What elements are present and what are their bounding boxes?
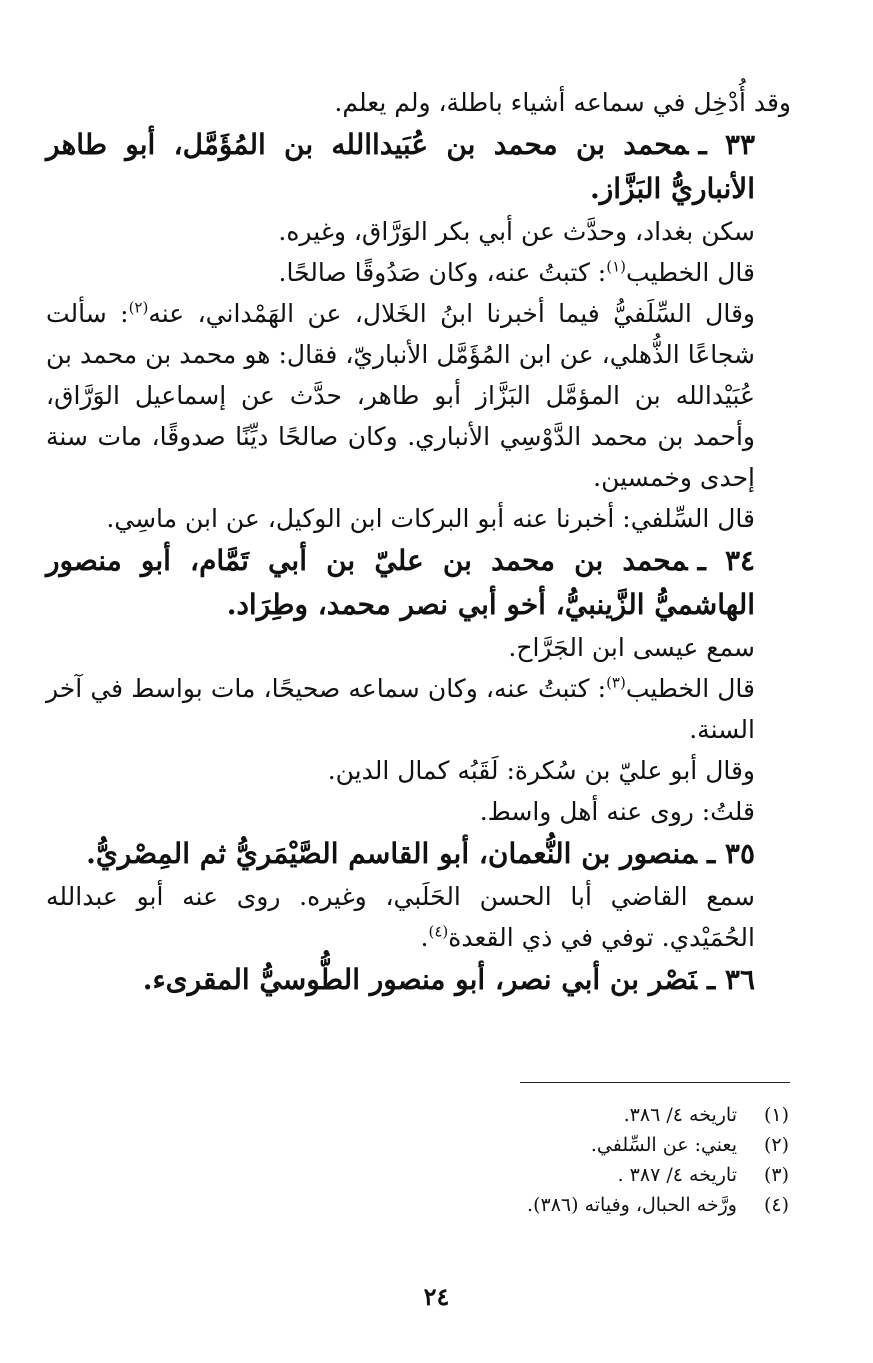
- footnote-item: [46, 1190, 789, 1220]
- entry-number: ٣٦ ـ: [706, 963, 755, 996]
- footnote-item: [46, 1130, 789, 1160]
- text-run: قال الخطيب: [626, 258, 755, 287]
- entry-number: ٣٥ ـ: [706, 837, 755, 870]
- entry-heading-text: محمد بن محمد بن عُبَيداالله بن المُؤَمَّل، أبو طاهر الأنباريُّ البَزَّاز.: [46, 128, 755, 205]
- footnote-item: [46, 1160, 789, 1190]
- entry-heading-34: [46, 539, 791, 627]
- footnote-divider: [520, 1082, 790, 1083]
- footnote-number: (١): [763, 1104, 789, 1126]
- entry-heading-text: نَصْر بن أبي نصر، أبو منصور الطُّوسيُّ المقرىء.: [142, 963, 697, 996]
- paragraph: [46, 876, 791, 958]
- text-run: : كتبتُ عنه، وكان سماعه صحيحًا، مات بواسط في آخر السنة.: [46, 674, 755, 744]
- footnote-ref: (٤): [428, 922, 449, 941]
- paragraph: [46, 668, 791, 750]
- footnote-ref: (٢): [128, 298, 149, 317]
- paragraph-intro: وقد أُدْخِل في سماعه أشياء باطلة، ولم يعلم.: [334, 88, 791, 117]
- page-number: ٢٤: [423, 1282, 450, 1311]
- page-body: [46, 82, 791, 1002]
- entry-heading-33: [46, 123, 791, 211]
- entry-number: ٣٣ ـ: [698, 128, 755, 161]
- text-run: وقال السِّلَفيُّ فيما أخبرنا ابنُ الخَلال، عن الهَمْداني، عنه: [148, 299, 755, 328]
- entry-heading-35: [46, 832, 791, 876]
- footnote-text: يعني: عن السِّلفي.: [590, 1134, 737, 1156]
- footnote-ref: (١): [606, 257, 627, 276]
- paragraph: وقال أبو عليّ بن سُكرة: لَقَبُه كمال الدين.: [327, 756, 755, 785]
- entry-heading-36: [46, 958, 791, 1002]
- footnote-item: [46, 1100, 789, 1130]
- text-run: سمع القاضي أبا الحسن الحَلَبي، وغيره. روى عنه أبو عبدالله الحُمَيْدي. توفي في ذي القعدة: [46, 882, 755, 952]
- paragraph: قال السِّلفي: أخبرنا عنه أبو البركات ابن الوكيل، عن ابن ماسِي.: [106, 504, 755, 533]
- footnote-number: (٤): [763, 1194, 789, 1216]
- text-run: .: [420, 923, 429, 952]
- footnotes: [46, 1100, 789, 1220]
- paragraph: سكن بغداد، وحدَّث عن أبي بكر الوَرَّاق، وغيره.: [278, 217, 755, 246]
- paragraph: [46, 293, 791, 498]
- footnote-ref: (٣): [606, 673, 626, 692]
- footnote-text: تاريخه ٤/ ٣٨٧ .: [617, 1164, 737, 1186]
- paragraph: سمع عيسى ابن الجَرَّاح.: [508, 633, 755, 662]
- text-run: قال الخطيب: [625, 674, 755, 703]
- paragraph: [46, 252, 791, 293]
- footnote-number: (٣): [763, 1164, 789, 1186]
- entry-number: ٣٤ ـ: [697, 544, 756, 577]
- entry-heading-text: محمد بن محمد بن عليّ بن أبي تَمَّام، أبو منصور الهاشميُّ الزَّينبيُّ، أخو أبي نصر محمد، وطِرَاد.: [46, 544, 755, 621]
- footnote-number: (٢): [763, 1134, 789, 1156]
- paragraph: قلتُ: روى عنه أهل واسط.: [479, 797, 755, 826]
- entry-heading-text: منصور بن النُّعمان، أبو القاسم الصَّيْمَريُّ ثم المِصْريُّ.: [86, 837, 697, 870]
- footnote-text: ورَّخه الحبال، وفياته (٣٨٦).: [527, 1194, 737, 1216]
- text-run: : سألت شجاعًا الذُّهلي، عن ابن المُؤَمَّل الأنباريّ، فقال: هو محمد بن محمد بن عُبَيْدالله بن المؤمَّل البَزَّاز أبو طاهر، حدَّث عن إسماعيل الوَرَّاق، وأحمد بن محمد الدَّوْسِي الأنباري. وكان صالحًا ديِّنًا صدوقًا، مات سنة إحدى وخمسين.: [46, 299, 755, 492]
- text-run: : كتبتُ عنه، وكان صَدُوقًا صالحًا.: [278, 258, 607, 287]
- footnote-text: تاريخه ٤/ ٣٨٦.: [623, 1104, 737, 1126]
